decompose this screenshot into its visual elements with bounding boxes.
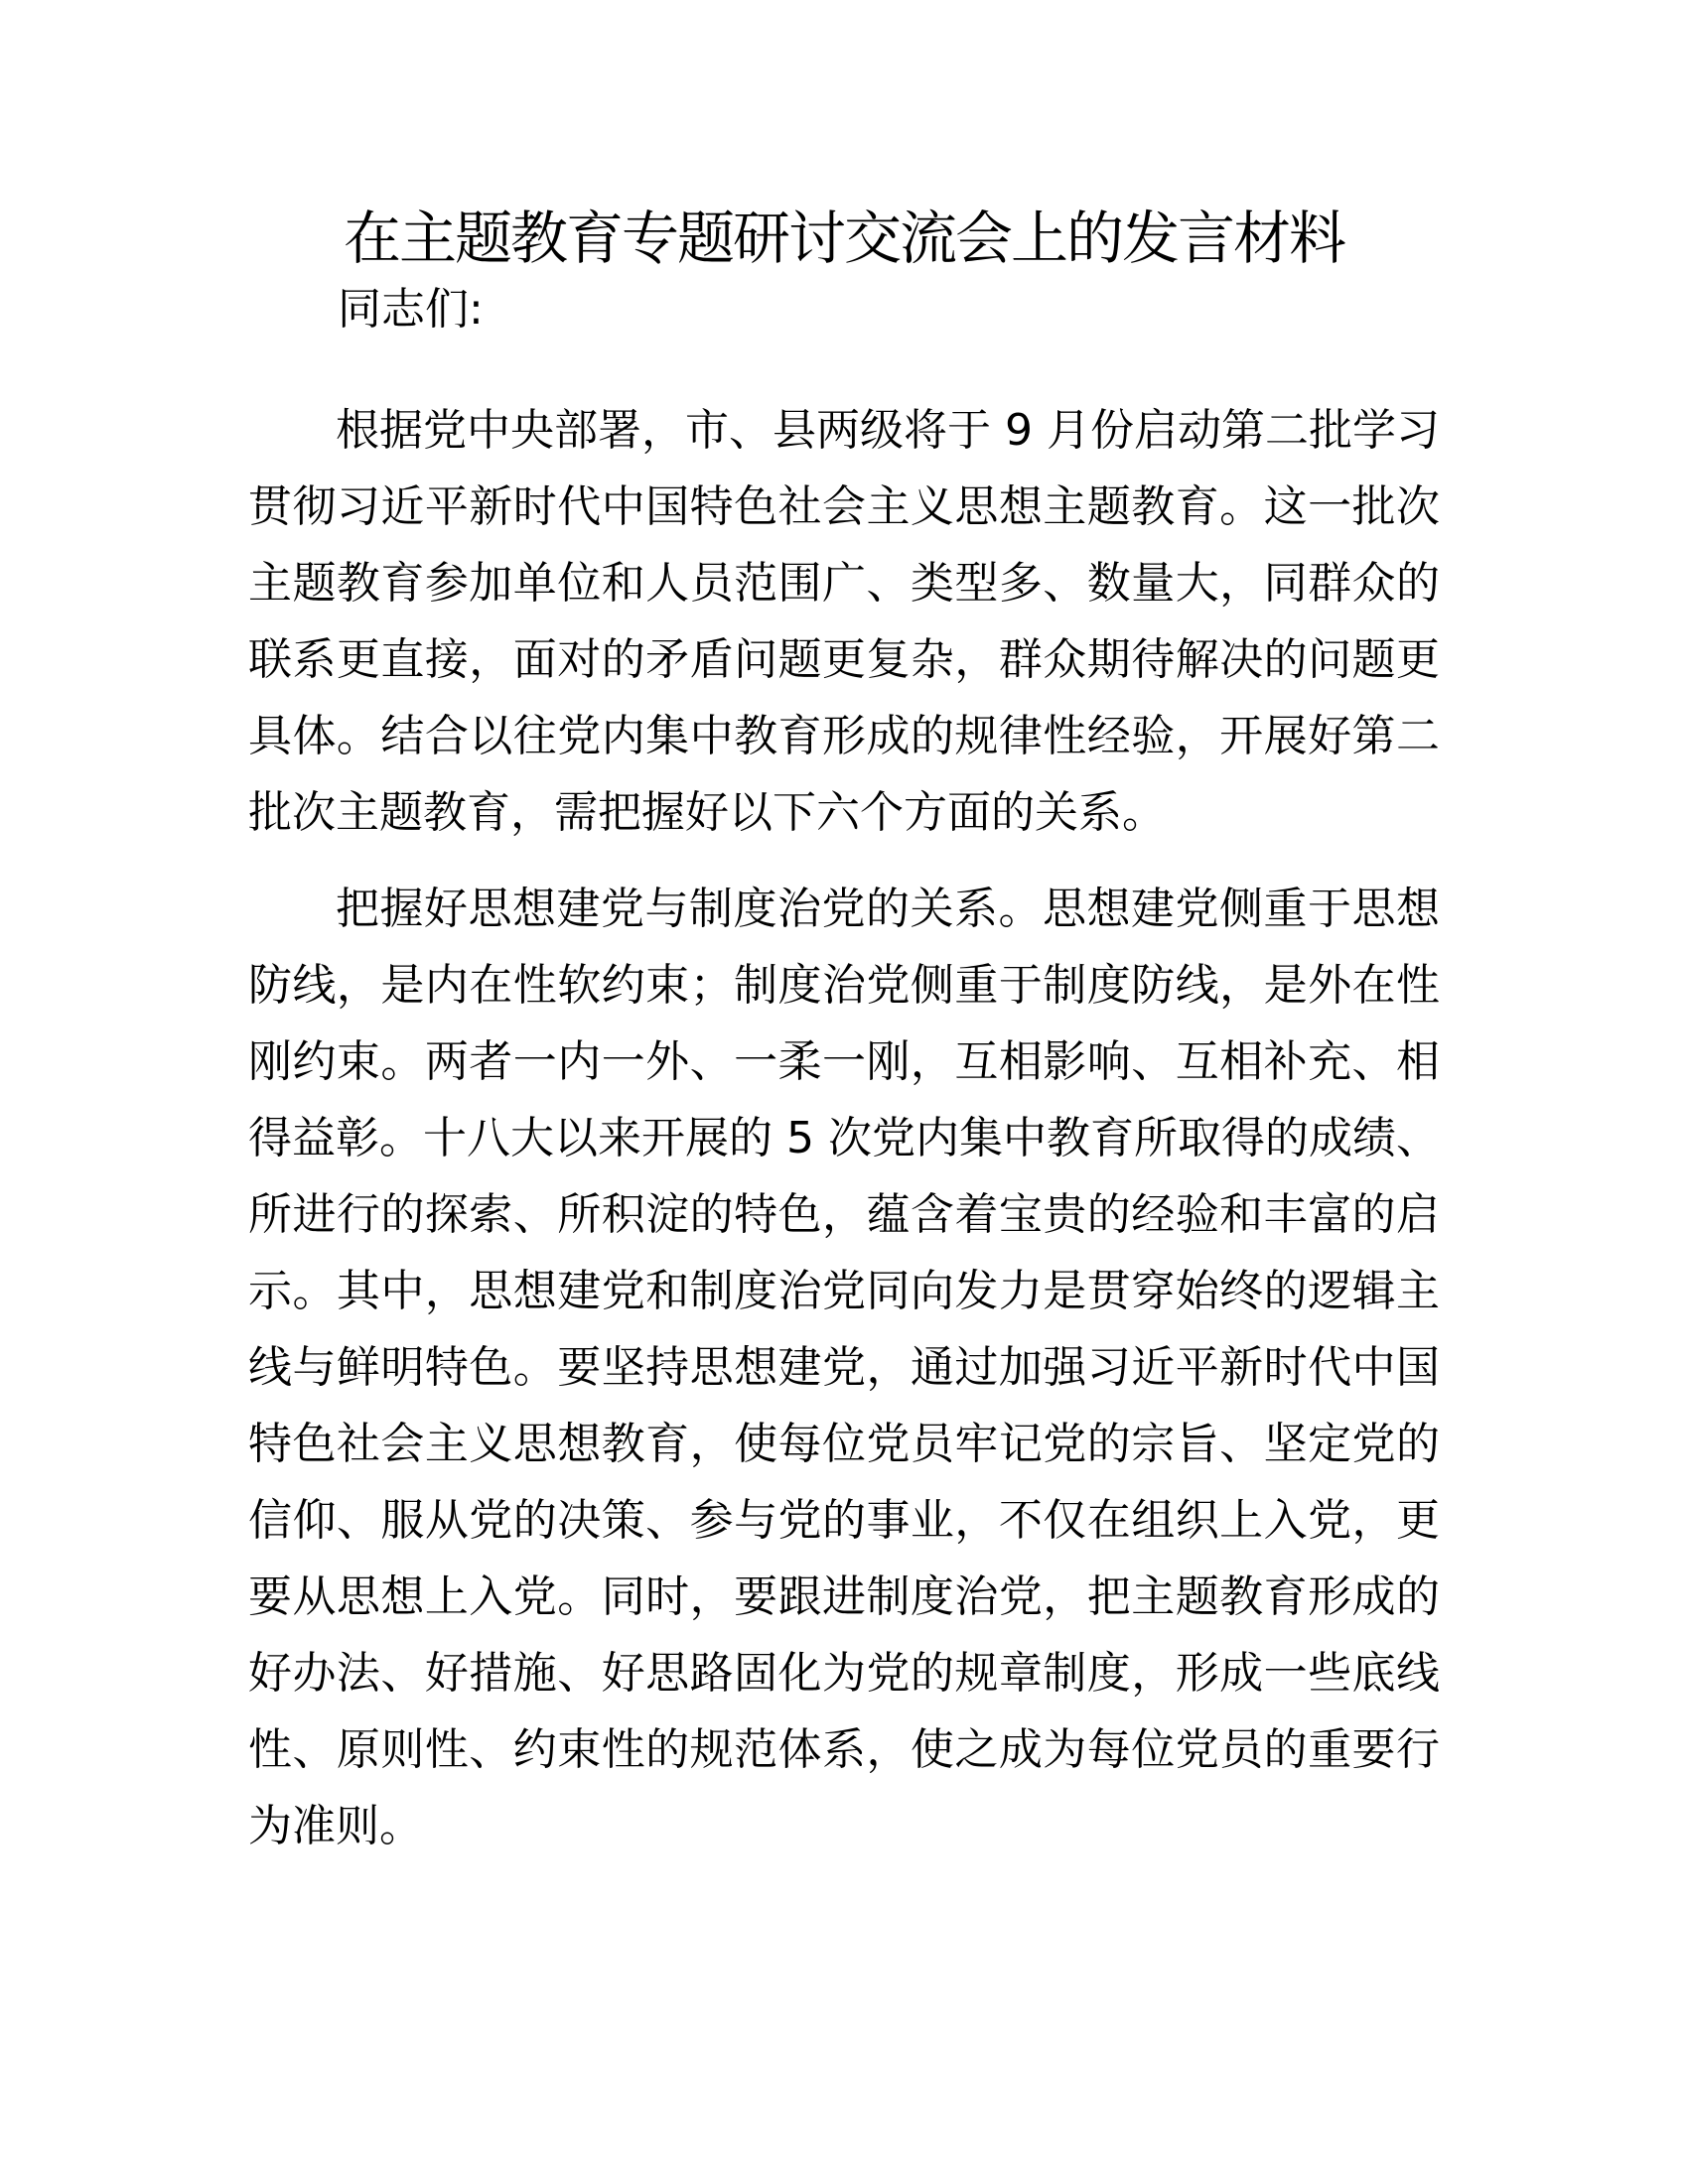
document-title: 在主题教育专题研讨交流会上的发言材料 bbox=[343, 205, 1344, 272]
paragraph-thought-and-institution: 把握好思想建党与制度治党的关系。思想建党侧重于思想防线，是内在性软约束；制度治党侧重于制度防线，是外在性刚约束。两者一内一外、一柔一刚，互相影响、互相补充、相得益彰。十八大以来开展的 5 次党内集中教育所取得的成绩、所进行的探索、所积淀的特色，蕴含着宝贵的经验和丰富的启示。其中，思想建党和制度治党同向发力是贯穿始终的逻辑主线与鲜明特色。要坚持思想建党，通过加强习近平新时代中国特色社会主义思想教育，使每位党员牢记党的宗旨、坚定党的信仰、服从党的决策、参与党的事业，不仅在组织上入党，更要从思想上入党。同时，要跟进制度治党，把主题教育形成的好办法、好措施、好思路固化为党的规章制度，形成一些底线性、原则性、约束性的规范体系，使之成为每位党员的重要行为准则。 bbox=[248, 884, 1440, 1851]
paragraph-intro: 根据党中央部署，市、县两级将于 9 月份启动第二批学习贯彻习近平新时代中国特色社会主义思想主题教育。这一批次主题教育参加单位和人员范围广、类型多、数量大，同群众的联系更直接，面对的矛盾问题更复杂，群众期待解决的问题更具体。结合以往党内集中教育形成的规律性经验，开展好第二批次主题教育，需把握好以下六个方面的关系。 bbox=[248, 405, 1440, 838]
salutation: 同志们: bbox=[338, 284, 484, 335]
